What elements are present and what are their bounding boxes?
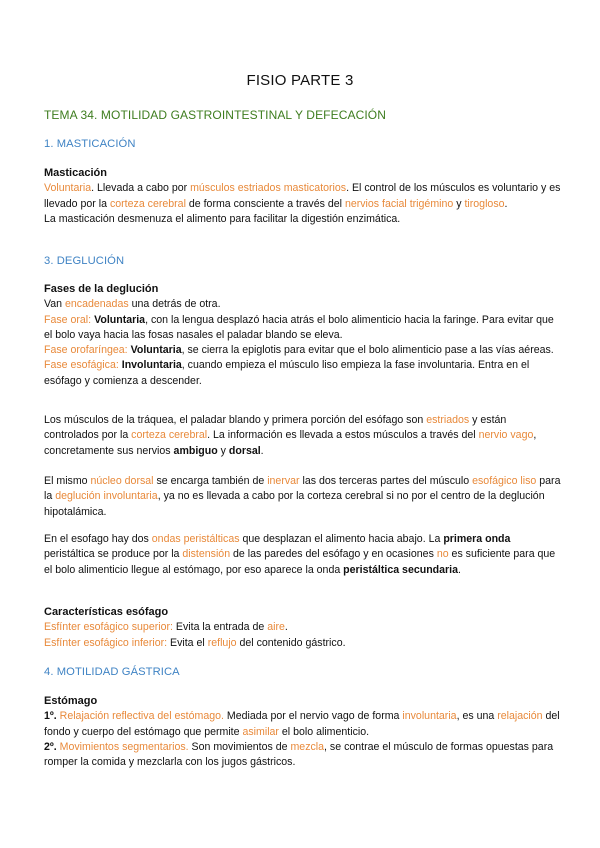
body-text: que desplazan el alimento hacia abajo. La — [239, 533, 444, 545]
body-text: . — [260, 444, 264, 457]
estomago-block — [44, 694, 562, 770]
highlight-text: aire — [267, 621, 285, 634]
body-text: Mediada por el nervio vago de forma — [223, 710, 403, 723]
body-text: . El control de los músculos es voluntario y es llevado por la — [44, 182, 561, 210]
highlight-text: nervios facial trigémino — [344, 197, 454, 210]
highlight-text: distensión — [182, 548, 231, 561]
highlight-text: no — [436, 548, 449, 561]
masticacion-block — [44, 166, 562, 227]
body-text: del contenido gástrico. — [236, 636, 346, 649]
paragraph-text — [44, 474, 562, 520]
bold-text: peristáltica secundaria — [343, 563, 458, 576]
body-text: de las paredes del esófago y en ocasiones — [230, 548, 437, 561]
body-text: , ya no es llevada a cabo por la corteza cerebral si no por el centro de la deglución hipotalámica. — [44, 490, 545, 518]
bold-text: Voluntaria — [94, 313, 146, 326]
body-text: el bolo alimenticio. — [278, 725, 370, 738]
highlight-text: músculos estriados masticatorios — [190, 182, 347, 195]
body-text: es suficiente para que el bolo alimenticio llegue al estómago, por eso aparece la onda — [44, 548, 556, 576]
body-text: . La información es llevada a estos músculos a través del — [207, 429, 479, 442]
section-heading-deglucion: 3. DEGLUCIÓN — [44, 255, 125, 267]
body-text: , cuando empieza el músculo liso empieza la fase involuntaria. Entra en el esófago y comienza a descender. — [44, 359, 530, 387]
caracteristicas-block — [44, 605, 562, 651]
highlight-text: encadenadas — [65, 298, 129, 311]
body-text: Son movimientos de — [188, 740, 291, 753]
body-text: se encarga también de — [153, 475, 268, 487]
body-text: Evita el — [167, 636, 208, 649]
highlight-text: tirogloso — [464, 197, 505, 210]
highlight-text: Relajación reflectiva del estómago. — [56, 710, 224, 723]
bold-text: Voluntaria — [130, 344, 182, 357]
document-title: FISIO PARTE 3 — [246, 72, 354, 89]
esfinter-inferior — [44, 636, 562, 651]
highlight-text: núcleo dorsal — [90, 475, 154, 487]
body-text: . — [504, 197, 508, 210]
highlight-text: estriados — [426, 414, 470, 426]
bold-text: ambiguo — [173, 444, 218, 457]
paragraph-text — [44, 532, 562, 578]
body-text: . — [284, 621, 288, 634]
highlight-text: asimilar — [242, 725, 279, 738]
body-text: , se contrae el músculo de formas opuestas para romper la comida y mezclarla con los jugos gástricos. — [44, 740, 554, 769]
paragraph-musculos — [44, 413, 562, 459]
highlight-text: Esfínter esofágico inferior: — [44, 636, 168, 649]
subheading-masticacion: Masticación — [44, 167, 107, 179]
highlight-text: Fase orofaríngea: — [44, 344, 128, 357]
body-text: . Llevada a cabo por — [91, 182, 191, 195]
body-text: para la — [44, 475, 561, 503]
body-text: y — [217, 444, 229, 457]
section-heading-masticacion: 1. MASTICACIÓN — [44, 138, 136, 150]
highlight-text: nervio vago — [478, 429, 534, 442]
estomago-item-2 — [44, 740, 562, 771]
esfinter-superior — [44, 620, 562, 635]
highlight-text: Voluntaria — [44, 182, 92, 195]
paragraph-nucleo — [44, 474, 562, 520]
masticacion-line: La masticación desmenuza el alimento para facilitar la digestión enzimática. — [44, 212, 401, 225]
highlight-text: ondas peristálticas — [151, 533, 240, 545]
highlight-text: relajación — [497, 710, 543, 723]
subheading-fases: Fases de la deglución — [44, 283, 159, 295]
highlight-text: esofágico liso — [472, 475, 537, 487]
body-text: , concretamente sus nervios — [44, 429, 537, 457]
fase-esofagica — [44, 358, 562, 389]
body-text: una detrás de otra. — [128, 298, 221, 311]
body-text: , es una — [456, 710, 498, 723]
body-text: Los músculos de la tráquea, el paladar blando y primera porción del esófago son — [44, 414, 427, 426]
bold-text: Involuntaria — [121, 359, 182, 372]
body-text: de forma consciente a través del — [185, 197, 345, 210]
fase-orofaringea — [44, 343, 562, 358]
body-text: , se cierra la epiglotis para evitar que el bolo alimenticio pase a las vías aéreas. — [181, 344, 554, 357]
paragraph-text — [44, 413, 562, 459]
highlight-text: corteza cerebral — [109, 197, 186, 210]
body-text: El mismo — [44, 475, 91, 487]
body-text: peristáltica se produce por la — [44, 548, 183, 561]
fases-intro — [44, 297, 562, 312]
subheading-caracteristicas: Características esófago — [44, 606, 169, 618]
body-text: y están controlados por la — [44, 414, 507, 442]
body-text: y — [453, 197, 465, 210]
estomago-item-1 — [44, 709, 562, 740]
highlight-text: inervar — [267, 475, 300, 487]
body-text: las dos terceras partes del músculo — [299, 475, 473, 487]
bold-text: 2º. — [44, 740, 57, 753]
bold-text: 1º. — [44, 710, 57, 723]
highlight-text: mezcla — [290, 740, 325, 753]
highlight-text: Esfínter esofágico superior: — [44, 621, 173, 634]
subheading-estomago: Estómago — [44, 695, 98, 707]
highlight-text: corteza cerebral — [131, 429, 208, 442]
fase-oral — [44, 313, 562, 344]
section-heading-motilidad-gastrica: 4. MOTILIDAD GÁSTRICA — [44, 666, 180, 678]
body-text: del fondo y cuerpo del estómago que permite — [44, 710, 560, 738]
highlight-text: reflujo — [207, 636, 237, 649]
paragraph-ondas — [44, 532, 562, 578]
body-text: Evita la entrada de — [172, 621, 268, 634]
highlight-text: Fase esofágica: — [44, 359, 119, 372]
highlight-text: deglución involuntaria — [55, 490, 158, 503]
topic-heading: TEMA 34. MOTILIDAD GASTROINTESTINAL Y DEFECACIÓN — [44, 108, 386, 122]
bold-text: primera onda — [443, 533, 511, 545]
bold-text: dorsal — [228, 444, 261, 457]
highlight-text: Fase oral: — [44, 313, 92, 326]
body-text: , con la lengua desplazó hacia atrás el bolo alimenticio hacia la faringe. Para evitar que el bolo vaya hacia las fosas nasales el paladar blando se eleva. — [44, 313, 554, 341]
body-text: En el esofago hay dos — [44, 533, 152, 545]
body-text: . — [458, 563, 461, 576]
highlight-text: involuntaria — [402, 710, 457, 723]
fases-block — [44, 282, 562, 389]
highlight-text: Movimientos segmentarios. — [56, 740, 189, 753]
body-text: Van — [44, 298, 66, 311]
masticacion-paragraph — [44, 181, 562, 212]
